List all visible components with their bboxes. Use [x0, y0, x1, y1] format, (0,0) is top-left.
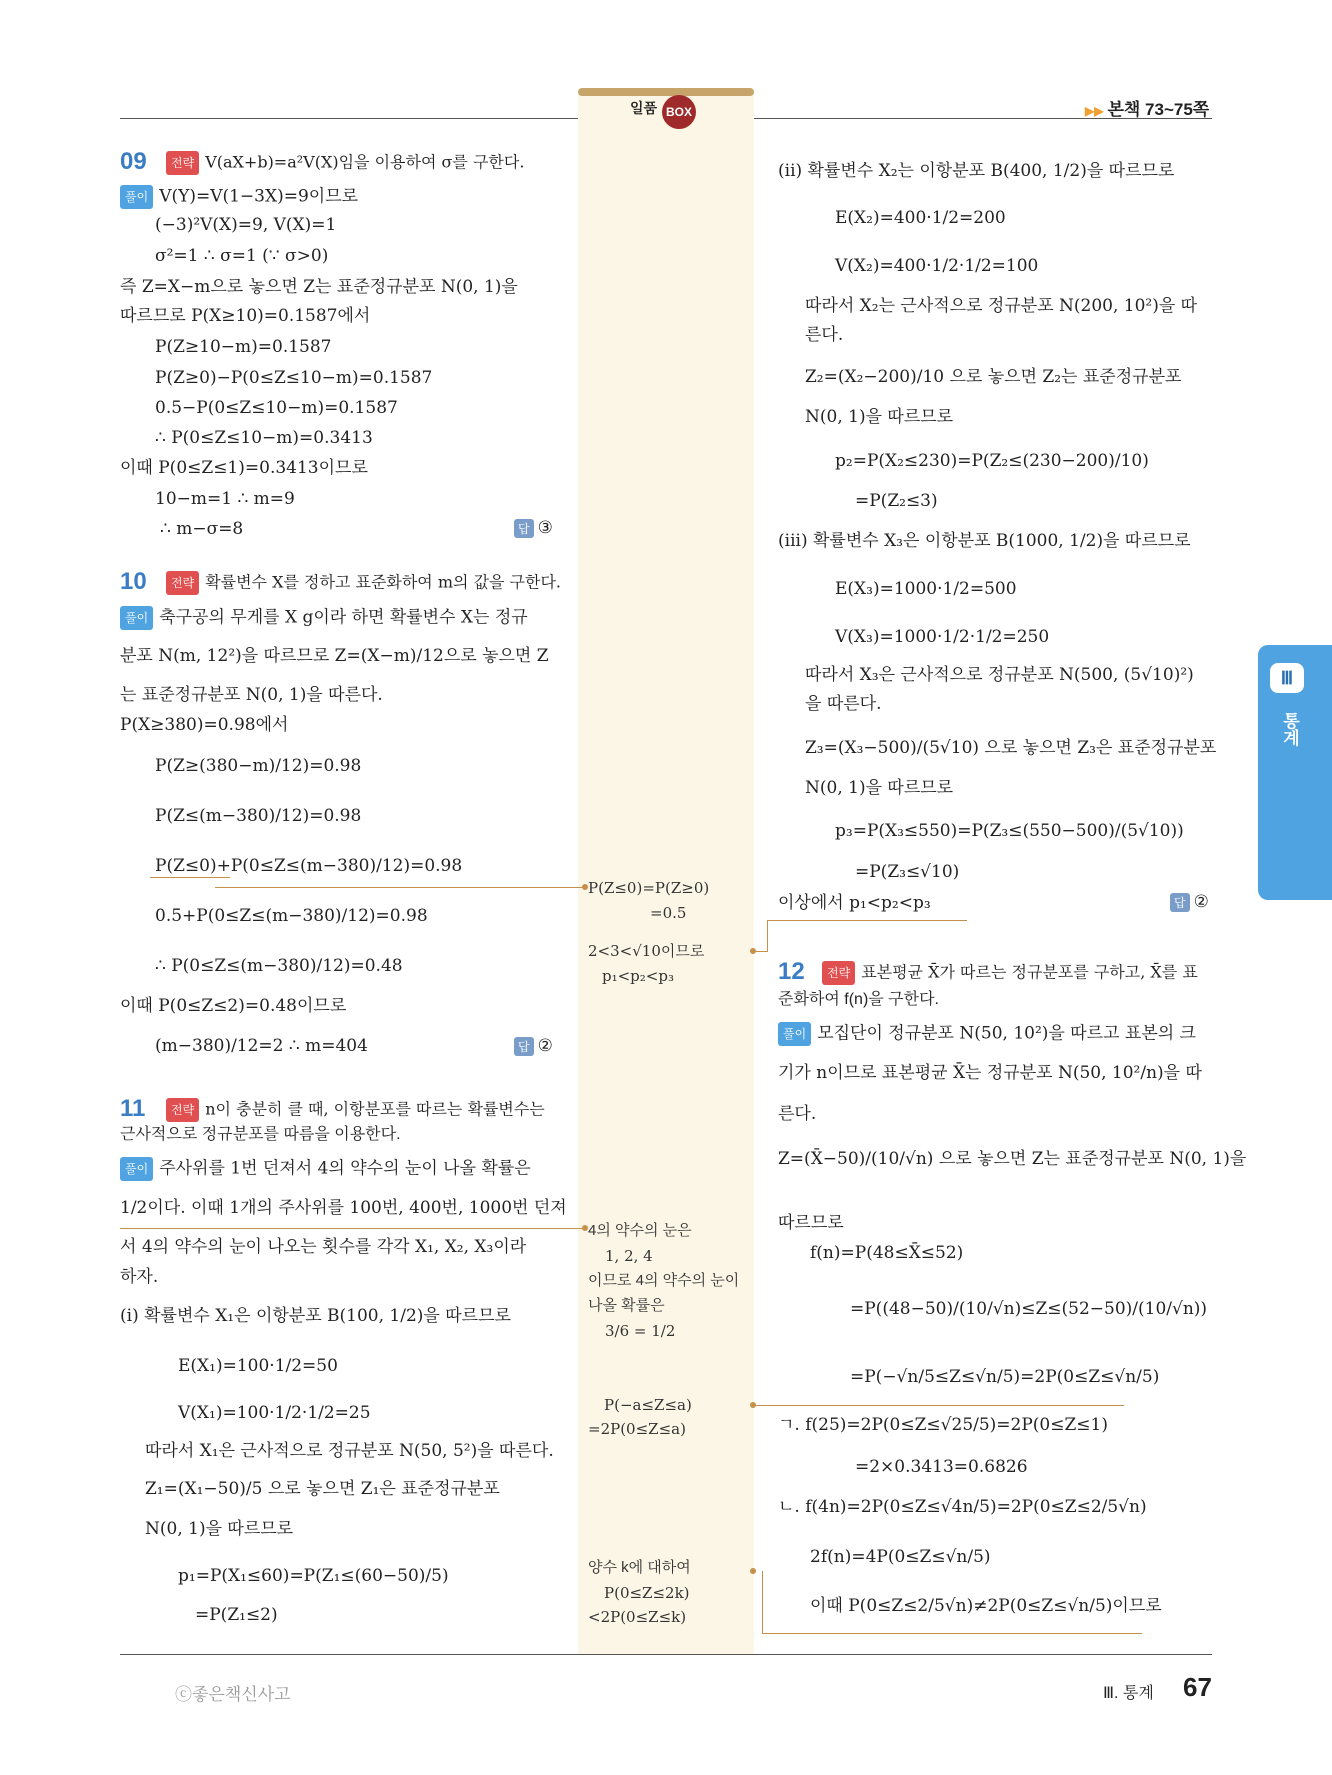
text-line: 주사위를 1번 던져서 4의 약수의 눈이 나올 확률은 [159, 1158, 531, 1179]
answer [514, 1036, 553, 1056]
page-number: 67 [1183, 1672, 1212, 1702]
footer-rule [120, 1654, 1212, 1655]
text-line: E(X₃)=1000·1/2=500 [835, 579, 1017, 599]
strategy-text: V(aX+b)=a²V(X)임을 이용하여 σ를 구한다. [205, 152, 525, 172]
box-column-cap [578, 88, 754, 96]
side-note: 2<3<√10이므로 [588, 942, 705, 960]
text-line: 는 표준정규분포 N(0, 1)을 따른다. [120, 685, 383, 705]
side-note: p₁<p₂<p₃ [602, 967, 674, 985]
text-line: V(X₃)=1000·1/2·1/2=250 [835, 627, 1050, 647]
side-note: 양수 k에 대하여 [588, 1559, 691, 1576]
text-line: 1/2이다. 이때 1개의 주사위를 100번, 400번, 1000번 던져 [120, 1198, 567, 1218]
side-note: 1, 2, 4 [605, 1247, 653, 1265]
text-line: Z=(X̄−50)/(10/√n) 으로 놓으면 Z는 표준정규분포 N(0, 1)을 [778, 1149, 1247, 1169]
connector-line [762, 1633, 1142, 1634]
text-line: 따라서 X₂는 근사적으로 정규분포 N(200, 10²)을 따 [805, 296, 1198, 316]
text-line: =P(−√n/5≤Z≤√n/5)=2P(0≤Z≤√n/5) [850, 1367, 1160, 1387]
text-line: σ²=1 ∴ σ=1 (∵ σ>0) [155, 246, 329, 266]
text-line: N(0, 1)을 따르므로 [805, 407, 954, 427]
text-line: 모집단이 정규분포 N(50, 10²)을 따르고 표본의 크 [817, 1023, 1196, 1044]
text-line: (m−380)/12=2 ∴ m=404 [155, 1036, 368, 1056]
text-line: Z₁=(X₁−50)/5 으로 놓으면 Z₁은 표준정규분포 [145, 1479, 500, 1499]
text-line: =P(Z₃≤√10) [855, 862, 960, 882]
chapter-tab-number: Ⅲ [1270, 663, 1304, 693]
problem-number: 12 [778, 958, 805, 985]
text-line: 른다. [778, 1104, 817, 1124]
strategy-line [166, 151, 524, 175]
text-line: 기가 n이므로 표본평균 X̄는 정규분포 N(50, 10²/n)을 따 [778, 1063, 1202, 1083]
text-line: 2f(n)=4P(0≤Z≤√n/5) [810, 1547, 991, 1567]
strategy-text: 근사적으로 정규분포를 따름을 이용한다. [120, 1126, 401, 1143]
text-line: E(X₁)=100·1/2=50 [178, 1356, 338, 1376]
text-line: 축구공의 무게를 X g이라 하면 확률변수 X는 정규 [159, 607, 528, 628]
connector-line [754, 1405, 1124, 1406]
side-note: P(−a≤Z≤a) [604, 1396, 692, 1414]
connector-dot [582, 884, 588, 890]
connector-dot [750, 1568, 756, 1574]
text-line: V(X₂)=400·1/2·1/2=100 [835, 256, 1039, 276]
answer-badge: 답 [1170, 893, 1190, 912]
text-line: V(X₁)=100·1/2·1/2=25 [178, 1403, 371, 1423]
text-line: ㄱ. f(25)=2P(0≤Z≤√25/5)=2P(0≤Z≤1) [778, 1415, 1109, 1435]
side-note: P(0≤Z≤2k) [604, 1584, 690, 1602]
answer-value: ② [1193, 892, 1209, 912]
connector-line [120, 1228, 585, 1229]
text-line: 10−m=1 ∴ m=9 [155, 489, 295, 509]
text-line: V(Y)=V(1−3X)=9이므로 [159, 186, 359, 207]
solution-badge: 풀이 [778, 1022, 811, 1046]
connector-line [767, 920, 768, 952]
text-line: P(X≥380)=0.98에서 [120, 715, 289, 735]
solution-badge: 풀이 [120, 1157, 153, 1181]
text-line: 이상에서 p₁<p₂<p₃ [778, 893, 931, 913]
text-line: ∴ P(0≤Z≤(m−380)/12)=0.48 [155, 956, 403, 976]
text-line: 서 4의 약수의 눈이 나오는 횟수를 각각 X₁, X₂, X₃이라 [120, 1237, 527, 1257]
text-line: 른다. [805, 325, 844, 345]
problem-number: 10 [120, 568, 147, 595]
text-line: 따르므로 [778, 1213, 844, 1233]
connector-dot [582, 1225, 588, 1231]
text-line: =P((48−50)/(10/√n)≤Z≤(52−50)/(10/√n)) [850, 1299, 1208, 1319]
side-note: 4의 약수의 눈은 [588, 1222, 692, 1239]
text-line: 분포 N(m, 12²)을 따르므로 Z=(X−m)/12으로 놓으면 Z [120, 646, 549, 666]
text-line: 0.5+P(0≤Z≤(m−380)/12)=0.98 [155, 906, 428, 926]
solution-badge: 풀이 [120, 185, 153, 209]
text-line: 0.5−P(0≤Z≤10−m)=0.1587 [155, 398, 398, 418]
strategy-text: 준화하여 f(n)을 구한다. [778, 991, 939, 1008]
text-line: 따라서 X₃은 근사적으로 정규분포 N(500, (5√10)²) [805, 665, 1194, 685]
text-line: p₂=P(X₂≤230)=P(Z₂≤(230−200)/10) [835, 451, 1149, 471]
text-line: N(0, 1)을 따르므로 [805, 778, 954, 798]
connector-line [767, 920, 967, 921]
text-line: 이때 P(0≤Z≤2/5√n)≠2P(0≤Z≤√n/5)이므로 [810, 1596, 1162, 1616]
text-line: E(X₂)=400·1/2=200 [835, 208, 1006, 228]
strategy-line [166, 1098, 545, 1122]
text-line: (iii) 확률변수 X₃은 이항분포 B(1000, 1/2)을 따르므로 [778, 531, 1191, 551]
answer [514, 518, 553, 538]
text-line: p₃=P(X₃≤550)=P(Z₃≤(550−500)/(5√10)) [835, 821, 1184, 841]
text-line: 즉 Z=X−m으로 놓으면 Z는 표준정규분포 N(0, 1)을 [120, 277, 518, 297]
strategy-text: 표본평균 X̄가 따르는 정규분포를 구하고, X̄를 표 [861, 962, 1198, 982]
connector-line [762, 1571, 763, 1633]
strategy-text: n이 충분히 클 때, 이항분포를 따르는 확률변수는 [205, 1099, 545, 1119]
text-line: N(0, 1)을 따르므로 [145, 1519, 294, 1539]
text-line: ∴ P(0≤Z≤10−m)=0.3413 [155, 428, 373, 448]
side-note: P(Z≤0)=P(Z≥0) [588, 879, 710, 897]
page-reference [1085, 95, 1209, 120]
strategy-badge: 전략 [166, 1098, 199, 1122]
text-line: P(Z≥0)−P(0≤Z≤10−m)=0.1587 [155, 368, 433, 388]
text-line: 이때 P(0≤Z≤1)=0.3413이므로 [120, 458, 368, 478]
text-line: (−3)²V(X)=9, V(X)=1 [155, 215, 337, 235]
box-label: 일품 [630, 100, 658, 116]
text-line: 따라서 X₁은 근사적으로 정규분포 N(50, 5²)을 따른다. [145, 1441, 554, 1461]
text-line: ㄴ. f(4n)=2P(0≤Z≤√4n/5)=2P(0≤Z≤2/5√n) [778, 1497, 1147, 1517]
chapter-tab-label: 통계 [1280, 712, 1299, 746]
side-note: 3/6 = 1/2 [605, 1322, 676, 1340]
text-line: P(Z≥(380−m)/12)=0.98 [155, 756, 362, 776]
page-reference-text: 본책 73~75쪽 [1107, 100, 1210, 119]
text-line: =P(Z₂≤3) [855, 491, 938, 511]
solution-line [778, 1022, 1196, 1046]
box-badge: BOX [662, 95, 696, 129]
solution-line [120, 606, 528, 630]
strategy-text: 확률변수 X를 정하고 표준화하여 m의 값을 구한다. [205, 572, 562, 592]
answer-value: ③ [537, 518, 553, 538]
strategy-line [822, 961, 1198, 985]
text-line: =2×0.3413=0.6826 [855, 1457, 1028, 1477]
text-line: (ii) 확률변수 X₂는 이항분포 B(400, 1/2)을 따르므로 [778, 161, 1175, 181]
text-line: 을 따른다. [805, 694, 882, 714]
answer-value: ② [537, 1036, 553, 1056]
text-line: 이때 P(0≤Z≤2)=0.48이므로 [120, 996, 347, 1016]
text-line: =P(Z₁≤2) [195, 1605, 278, 1625]
text-line: 따르므로 P(X≥10)=0.1587에서 [120, 306, 371, 326]
text-line: Z₃=(X₃−500)/(5√10) 으로 놓으면 Z₃은 표준정규분포 [805, 738, 1217, 758]
connector-line [215, 887, 585, 888]
double-arrow-icon: ▶▶ [1085, 104, 1104, 118]
connector-line [150, 877, 230, 878]
text-line: f(n)=P(48≤X̄≤52) [810, 1243, 964, 1263]
text-line: (i) 확률변수 X₁은 이항분포 B(100, 1/2)을 따르므로 [120, 1306, 511, 1326]
side-note: 이므로 4의 약수의 눈이 [588, 1272, 740, 1289]
text-line: Z₂=(X₂−200)/10 으로 놓으면 Z₂는 표준정규분포 [805, 367, 1182, 387]
problem-number: 11 [120, 1095, 146, 1122]
answer-badge: 답 [514, 519, 534, 538]
strategy-badge: 전략 [166, 571, 199, 595]
text-line: p₁=P(X₁≤60)=P(Z₁≤(60−50)/5) [178, 1566, 449, 1586]
solution-line [120, 1157, 531, 1181]
text-line: 하자. [120, 1267, 159, 1287]
answer-badge: 답 [514, 1037, 534, 1056]
strategy-badge: 전략 [822, 961, 855, 985]
strategy-line [166, 571, 561, 595]
text-line: P(Z≤(m−380)/12)=0.98 [155, 806, 362, 826]
answer [1170, 892, 1209, 912]
side-note: =2P(0≤Z≤a) [588, 1420, 686, 1438]
publisher: ⓒ좋은책신사고 [175, 1685, 291, 1704]
side-note: <2P(0≤Z≤k) [588, 1608, 687, 1626]
strategy-badge: 전략 [166, 151, 199, 175]
side-note: 나올 확률은 [588, 1297, 665, 1314]
connector-line [754, 951, 768, 952]
side-note: =0.5 [650, 904, 687, 922]
footer-section: Ⅲ. 통계 [1103, 1685, 1154, 1702]
text-line: ∴ m−σ=8 [160, 519, 244, 539]
text-line: P(Z≥10−m)=0.1587 [155, 337, 332, 357]
solution-line [120, 185, 358, 209]
text-line: P(Z≤0)+P(0≤Z≤(m−380)/12)=0.98 [155, 856, 463, 876]
solution-badge: 풀이 [120, 606, 153, 630]
problem-number: 09 [120, 148, 147, 175]
